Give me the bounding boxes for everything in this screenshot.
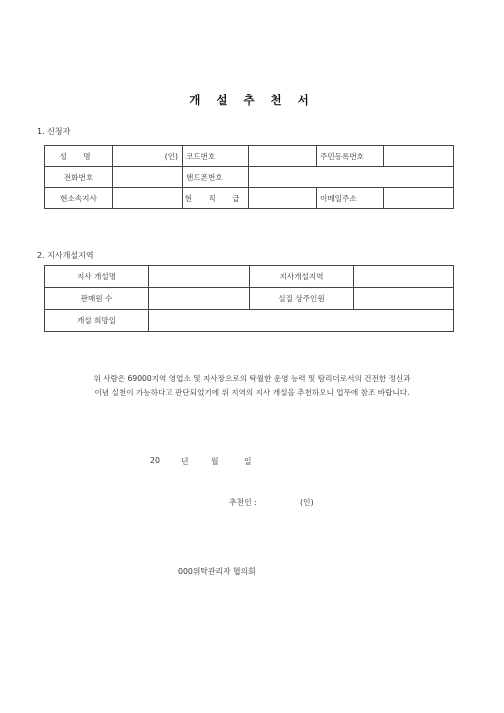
- open-date-field[interactable]: [149, 310, 454, 332]
- phone-label: 전화번호: [45, 167, 113, 188]
- rrn-field[interactable]: [384, 146, 454, 167]
- branch-name-label: 지사 개설명: [45, 266, 149, 288]
- rrn-label: 주민등록번호: [317, 146, 384, 167]
- phone-field[interactable]: [113, 167, 183, 188]
- applicant-table: [44, 145, 454, 209]
- section1-heading: 1. 신청자: [37, 127, 71, 136]
- email-label: 이메일주소: [317, 188, 384, 209]
- mobile-label: 핸드폰번호: [183, 167, 249, 188]
- staff-count-label: 실질 상주인원: [250, 288, 354, 310]
- open-date-label: 개설 희망일: [45, 310, 149, 332]
- section2-heading: 2. 지사개설지역: [37, 251, 94, 260]
- sales-count-label: 판매원 수: [45, 288, 149, 310]
- branch-field[interactable]: [113, 188, 183, 209]
- sales-count-field[interactable]: [149, 288, 250, 310]
- document-title: 개 설 추 천 서: [189, 93, 315, 107]
- seal-mark: (인): [164, 151, 178, 161]
- name-field[interactable]: [113, 146, 183, 167]
- region-table: [44, 265, 454, 332]
- date-year-prefix: 20: [150, 456, 160, 465]
- recommendation-line-2: 이념 실천이 가능하다고 판단되었기에 위 지역의 지사 개설을 추천하오니 업무에 참조 바랍니다.: [94, 388, 410, 397]
- recommender-label: 추천인 :: [229, 498, 257, 507]
- date-day-unit: 일: [244, 457, 252, 466]
- date-year-unit: 년: [181, 457, 189, 466]
- region-label: 지사개설지역: [250, 266, 354, 288]
- region-field[interactable]: [354, 266, 454, 288]
- date-month-unit: 월: [211, 457, 219, 466]
- staff-count-field[interactable]: [354, 288, 454, 310]
- email-field[interactable]: [384, 188, 454, 209]
- position-field[interactable]: [249, 188, 317, 209]
- branch-name-field[interactable]: [149, 266, 250, 288]
- mobile-field[interactable]: [249, 167, 454, 188]
- organization-name: 000위탁관리자 협의회: [178, 567, 256, 576]
- recommendation-line-1: 위 사람은 69000지역 영업소 및 지사장으로의 탁월한 운영 능력 및 탐리더로서의 건전한 정신과: [93, 374, 411, 383]
- name-label: 성 명: [45, 146, 113, 167]
- code-label: 코드번호: [183, 146, 249, 167]
- position-label: 현 직 급: [183, 188, 249, 209]
- code-field[interactable]: [249, 146, 317, 167]
- recommender-seal: (인): [300, 498, 314, 507]
- branch-label: 현소속지사: [45, 188, 113, 209]
